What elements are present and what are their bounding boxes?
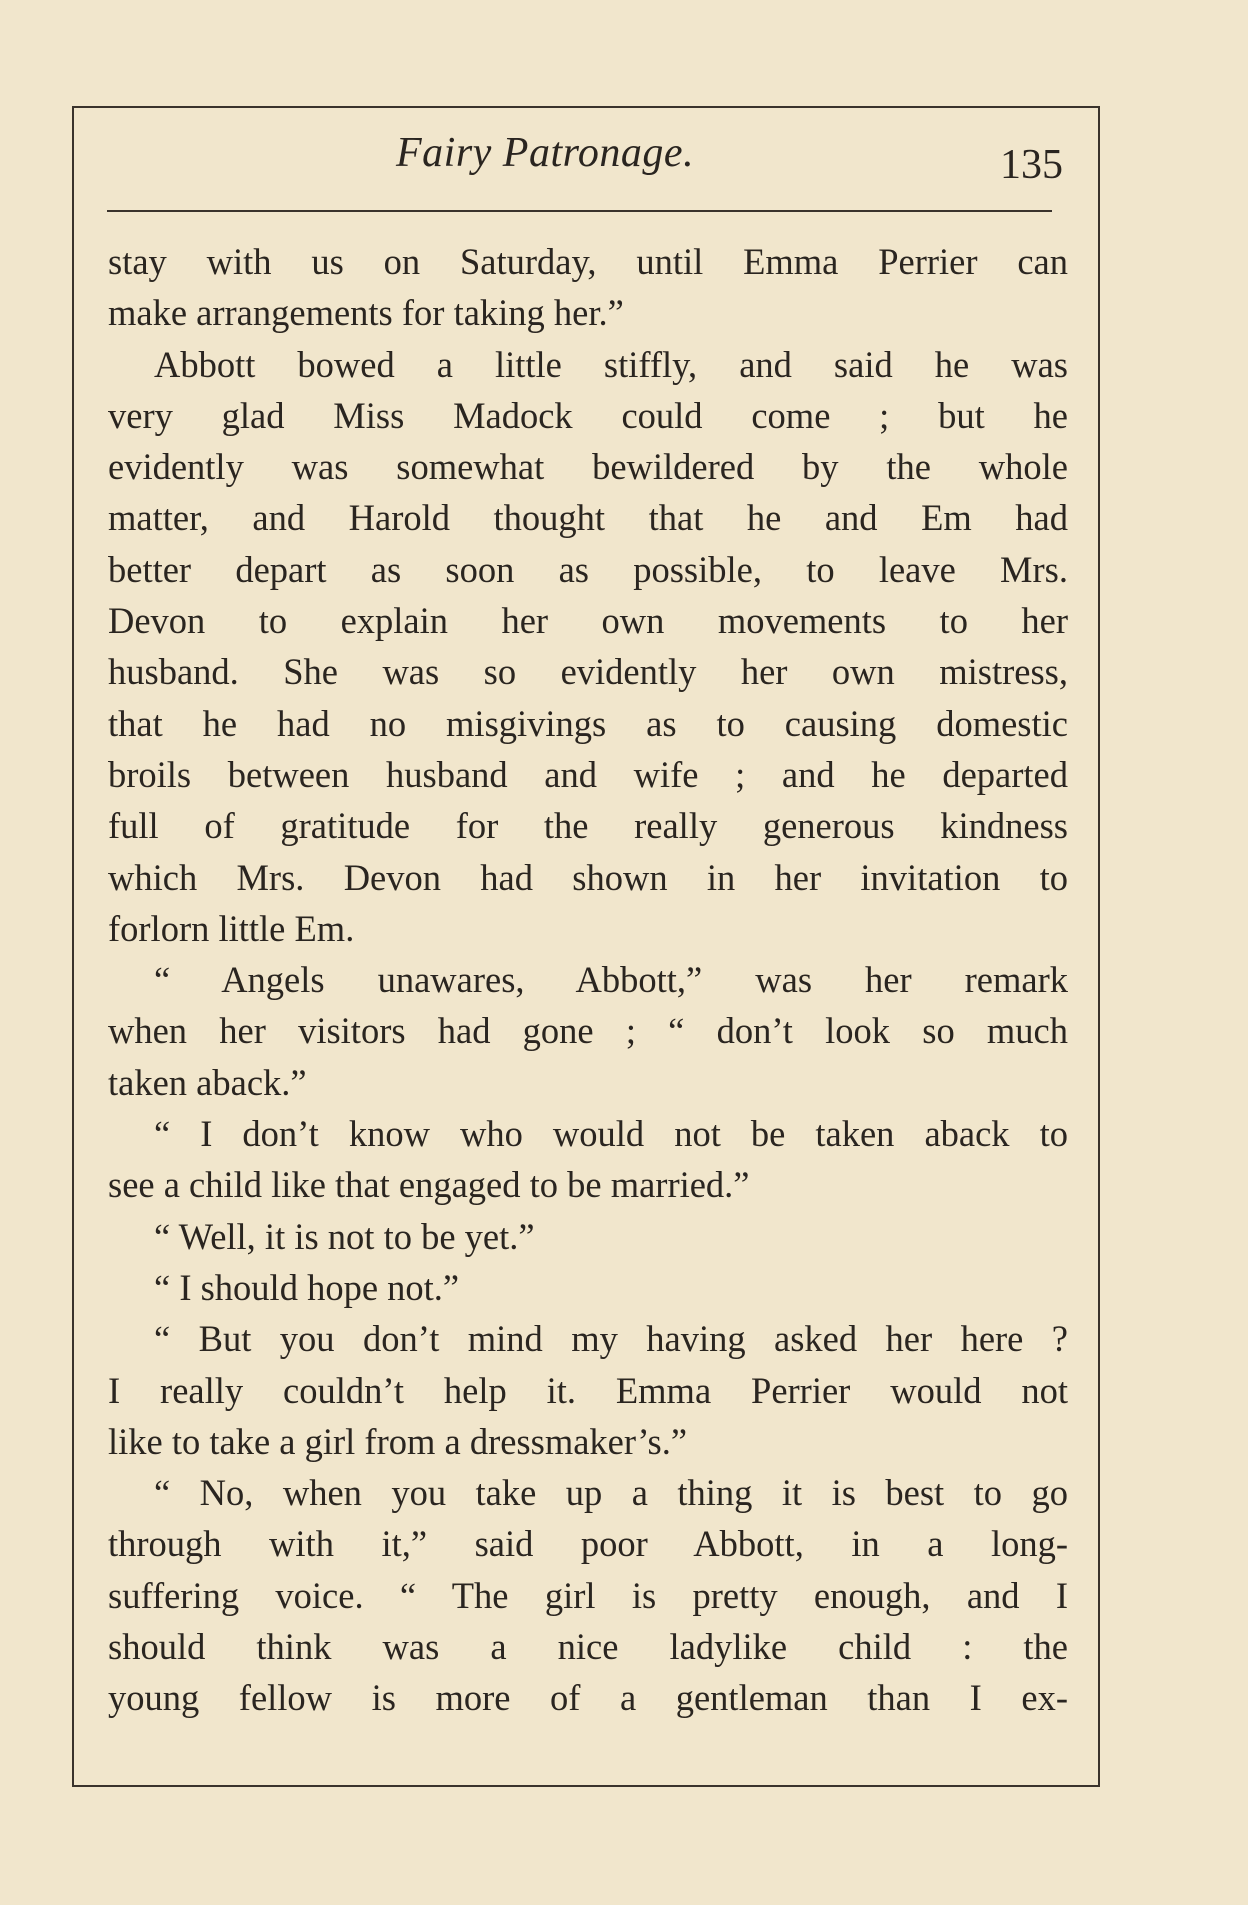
text-line: husband. She was so evidently her own mistress, (108, 651, 1068, 693)
text-line: better depart as soon as possible, to leave Mrs. (108, 548, 1068, 590)
text-line: stay with us on Saturday, until Emma Perrier can (108, 241, 1068, 282)
text-line: full of gratitude for the really generous kindness (108, 805, 1068, 847)
text-line: “ Well, it is not to be yet.” (154, 1215, 535, 1257)
running-title: Fairy Patronage. (396, 130, 695, 176)
text-line: “ But you don’t mind my having asked her here ? (154, 1318, 1068, 1360)
text-line: young fellow is more of a gentleman than I ex- (108, 1677, 1068, 1719)
text-line: I really couldn’t help it. Emma Perrier would not (108, 1369, 1068, 1411)
text-line: “ I don’t know who would not be taken aback to (154, 1113, 1068, 1155)
header-rule (107, 210, 1052, 212)
text-line: taken aback.” (108, 1061, 307, 1103)
text-line: broils between husband and wife ; and he departed (108, 753, 1068, 795)
body-text (108, 236, 1068, 1724)
text-line: very glad Miss Madock could come ; but he (108, 394, 1068, 436)
text-line: like to take a girl from a dressmaker’s.” (108, 1420, 688, 1462)
text-line: through with it,” said poor Abbott, in a long- (108, 1523, 1068, 1565)
text-line: forlorn little Em. (108, 907, 355, 949)
text-line: “ Angels unawares, Abbott,” was her remark (154, 959, 1068, 1001)
text-line: Abbott bowed a little stiffly, and said he was (154, 343, 1068, 385)
text-line: “ I should hope not.” (154, 1266, 460, 1308)
text-line: that he had no misgivings as to causing domestic (108, 702, 1068, 744)
text-line: Devon to explain her own movements to her (108, 600, 1068, 642)
text-line: matter, and Harold thought that he and Em had (108, 497, 1068, 539)
text-line: “ No, when you take up a thing it is best to go (154, 1472, 1068, 1514)
text-line: should think was a nice ladylike child : the (108, 1626, 1068, 1668)
page-number: 135 (1000, 142, 1063, 188)
text-line: make arrangements for taking her.” (108, 292, 624, 334)
text-line: see a child like that engaged to be married.” (108, 1164, 750, 1206)
running-head (0, 127, 1248, 187)
text-line: which Mrs. Devon had shown in her invitation to (108, 856, 1068, 898)
text-line: when her visitors had gone ; “ don’t look so much (108, 1010, 1068, 1052)
text-line: suffering voice. “ The girl is pretty enough, and I (108, 1574, 1068, 1616)
text-line: evidently was somewhat bewildered by the whole (108, 446, 1068, 488)
